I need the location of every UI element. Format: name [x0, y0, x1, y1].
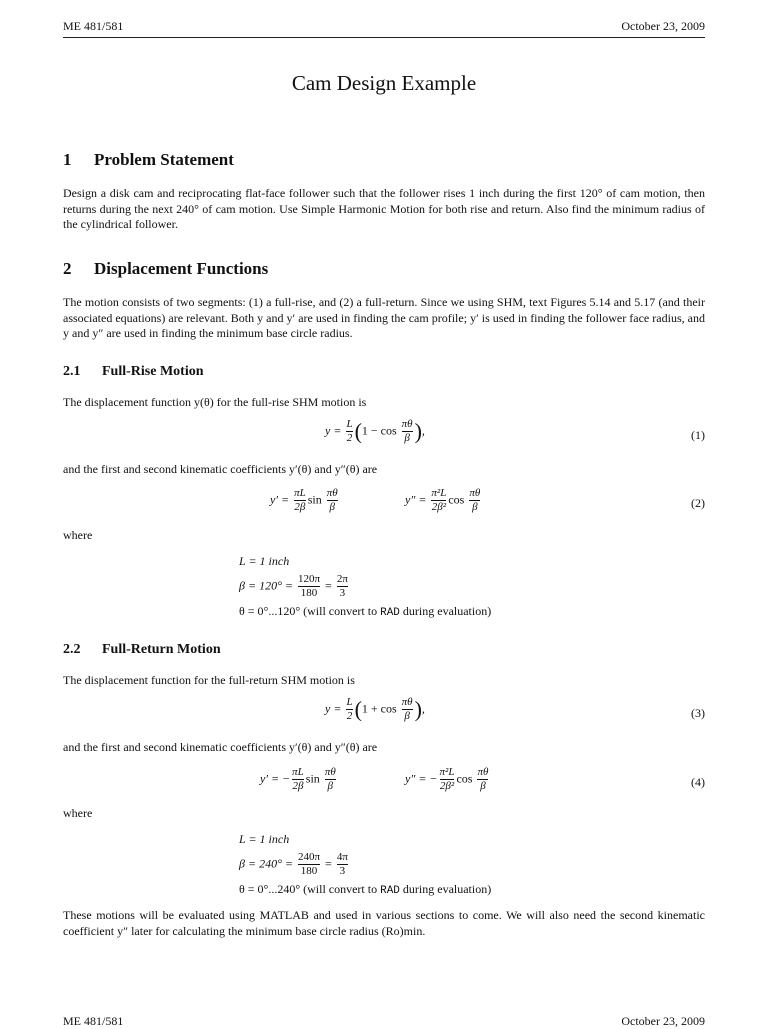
equation-number-3: (3) [691, 706, 705, 720]
equation-2-left: y′ = $\frac{\pi L}{2\beta}$ sin $\frac{\pi\theta}{\beta}$ [270, 487, 338, 513]
section-title: Problem Statement [94, 150, 234, 169]
page-footer [63, 1014, 705, 1029]
header-course: ME 481/581 [63, 19, 124, 33]
section-2-2-between: and the first and second kinematic coefficients y′(θ) and y″(θ) are [63, 740, 378, 754]
section-2-1-heading [63, 364, 204, 380]
equation-number-1: (1) [691, 428, 705, 442]
section-title: Full-Rise Motion [102, 364, 204, 379]
def-beta: β = 240° = $\frac{240\pi}{180}$ = $\frac{4\pi}{3}$ [239, 851, 348, 877]
section-1-heading [63, 150, 234, 170]
header-rule [63, 37, 705, 38]
header-date: October 23, 2009 [621, 19, 705, 33]
equation-number-4: (4) [691, 775, 705, 789]
section-2-heading [63, 259, 268, 279]
def-beta: β = 120° = $\frac{120\pi}{180}$ = $\frac{2\pi}{3}$ [239, 573, 348, 599]
equation-3: y = $\frac{L}{2}$ (1 + cos $\frac{\pi\theta}{\beta}$ ), [325, 696, 425, 722]
section-1-text: Design a disk cam and reciprocating flat-face follower such that the follower rises 1 inch during the first 120° of cam motion, then returns during the next 240° of cam motion. Use Simple Harmonic Motion for both rise and return. Also find the minimum radius of the cylindrical follower. [63, 186, 705, 231]
section-2-2-heading [63, 642, 221, 658]
section-number: 2 [63, 259, 72, 278]
equation-2-right: y″ = $\frac{\text{π²L}}{\text{2β²}}$ cos $\frac{\pi\theta}{\beta}$ [405, 487, 481, 513]
section-number: 1 [63, 150, 72, 169]
equation-4-left: y′ = − $\frac{\pi L}{2\beta}$ sin $\frac{\pi\theta}{\beta}$ [260, 766, 336, 792]
section-2-2-intro: The displacement function for the full-return SHM motion is [63, 673, 355, 687]
section-number: 2.1 [63, 364, 81, 379]
where-label: where [63, 806, 93, 820]
def-L: L = 1 inch [239, 554, 290, 568]
equation-number-2: (2) [691, 496, 705, 510]
page-header [63, 18, 705, 34]
def-theta: θ = 0°...120° (will convert to RAD during evaluation) [239, 604, 492, 619]
footer-date: October 23, 2009 [621, 1014, 705, 1028]
page-title: Cam Design Example [291, 71, 477, 95]
footer-course: ME 481/581 [63, 1014, 124, 1028]
def-L: L = 1 inch [239, 832, 290, 846]
equation-4-right: y″ = − $\frac{\text{π²L}}{\text{2β²}}$ cos $\frac{\pi\theta}{\beta}$ [405, 766, 489, 792]
def-theta: θ = 0°...240° (will convert to RAD during evaluation) [239, 882, 492, 897]
section-2-2-closing: These motions will be evaluated using MATLAB and used in various sections to come. We will also need the second kinematic coefficient y″ later for calculating the minimum base circle radius (Ro)min. [63, 908, 705, 938]
section-2-text: The motion consists of two segments: (1) a full-rise, and (2) a full-return. Since we using SHM, text Figures 5.14 and 5.17 (and their associated equations) are relevant. Both y and y′ are used in finding the cam profile; y′ is used in finding the follower face radius, and y and y″ are used in finding the minimum base circle radius. [63, 295, 705, 340]
where-label: where [63, 528, 93, 542]
equation-1: y = $\frac{L}{2}$ (1 − cos $\frac{\pi\theta}{\beta}$ ), [325, 418, 425, 444]
section-number: 2.2 [63, 642, 81, 657]
section-2-1-between: and the first and second kinematic coefficients y′(θ) and y″(θ) are [63, 462, 378, 476]
section-2-1-intro: The displacement function y(θ) for the full-rise SHM motion is [63, 395, 367, 409]
section-title: Full-Return Motion [102, 642, 221, 657]
section-title: Displacement Functions [94, 259, 269, 278]
